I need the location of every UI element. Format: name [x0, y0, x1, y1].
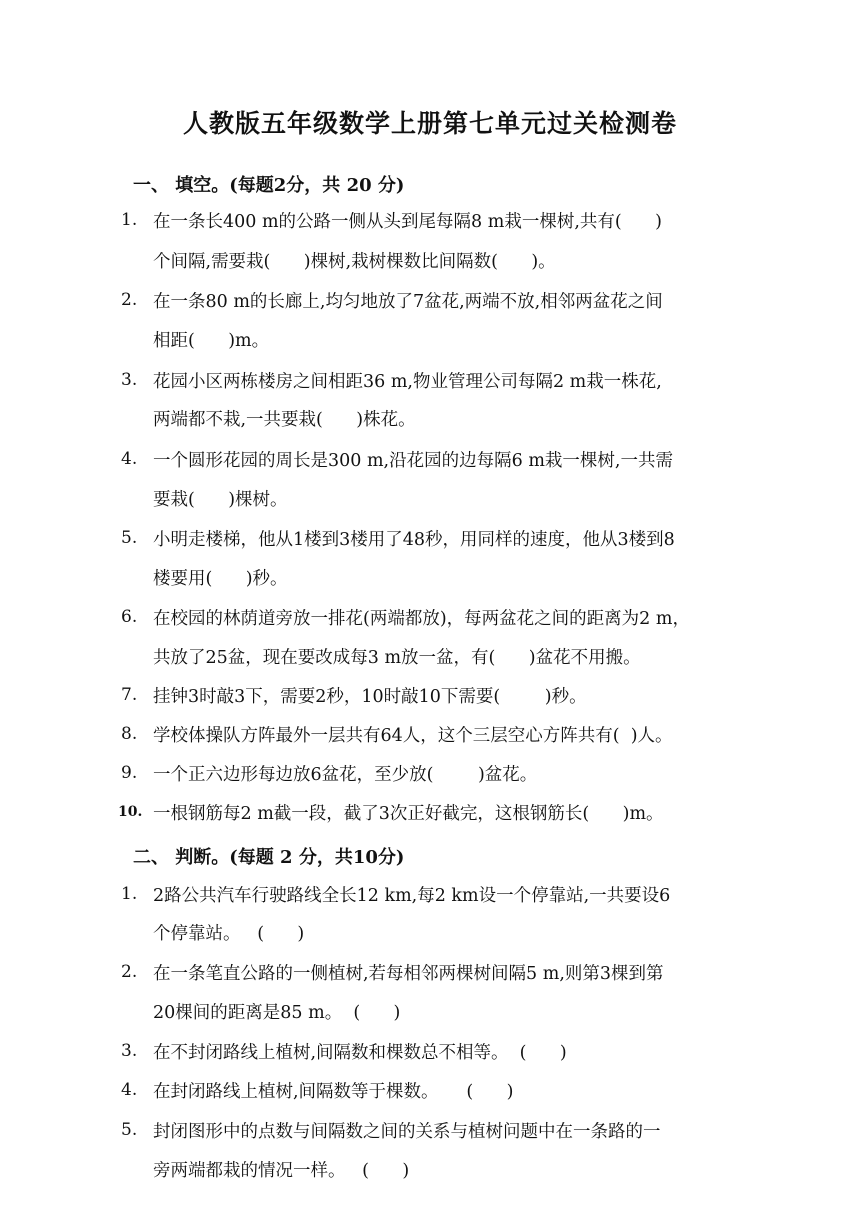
question-number: 5.: [121, 528, 138, 548]
question-number: 3.: [121, 1041, 138, 1061]
question-number: 4.: [121, 1080, 138, 1100]
question-text: 共放了25盆，现在要改成每3 m放一盆，有( )盆花不用搬。: [153, 648, 641, 668]
question-text: 20棵间的距离是85 m。 ( ): [153, 1003, 401, 1023]
question-text: 挂钟3时敲3下，需要2秒，10时敲10下需要( )秒。: [153, 687, 587, 707]
question-number: 7.: [121, 685, 138, 705]
question-text: 在一条笔直公路的一侧植树,若每相邻两棵树间隔5 m,则第3棵到第: [153, 964, 664, 984]
question-text: 在封闭路线上植树,间隔数等于棵数。 ( ): [153, 1082, 514, 1102]
question-text: 封闭图形中的点数与间隔数之间的关系与植树问题中在一条路的一: [153, 1122, 661, 1142]
question-text: 一根钢筋每2 m截一段，截了3次正好截完，这根钢筋长( )m。: [153, 804, 664, 824]
question-number: 1.: [121, 210, 138, 230]
question-number: 2.: [121, 290, 138, 310]
question-number: 2.: [121, 962, 138, 982]
question-text: 旁两端都栽的情况一样。 ( ): [153, 1161, 410, 1181]
page-title: 人教版五年级数学上册第七单元过关检测卷: [182, 109, 677, 138]
question-text: 一个正六边形每边放6盆花，至少放( )盆花。: [153, 765, 538, 785]
question-text: 在一条80 m的长廊上,均匀地放了7盆花,两端不放,相邻两盆花之间: [153, 292, 663, 312]
question-text: 个间隔,需要栽( )棵树,栽树棵数比间隔数( )。: [153, 252, 556, 272]
section-heading-true-false: 二、 判断。(每题 2 分，共10分): [133, 847, 405, 868]
question-text: 小明走楼梯，他从1楼到3楼用了48秒，用同样的速度，他从3楼到8: [153, 530, 675, 550]
question-text: 相距( )m。: [153, 331, 270, 351]
question-text: 学校体操队方阵最外一层共有64人，这个三层空心方阵共有( )人。: [153, 726, 673, 746]
question-text: 一个圆形花园的周长是300 m,沿花园的边每隔6 m栽一棵树,一共需: [153, 451, 673, 471]
question-text: 个停靠站。 ( ): [153, 924, 305, 944]
question-text: 在不封闭路线上植树,间隔数和棵数总不相等。 ( ): [153, 1043, 567, 1063]
question-number: 10.: [118, 804, 143, 820]
question-text: 在校园的林荫道旁放一排花(两端都放)，每两盆花之间的距离为2 m，: [153, 609, 690, 629]
question-number: 6.: [121, 607, 138, 627]
question-number: 8.: [121, 724, 138, 744]
question-text: 要栽( )棵树。: [153, 490, 288, 510]
question-text: 2路公共汽车行驶路线全长12 km,每2 km设一个停靠站,一共要设6: [153, 886, 671, 906]
question-number: 4.: [121, 449, 138, 469]
question-number: 3.: [121, 370, 138, 390]
question-number: 1.: [121, 884, 138, 904]
question-text: 花园小区两栋楼房之间相距36 m,物业管理公司每隔2 m栽一株花,: [153, 372, 662, 392]
question-text: 两端都不栽,一共要栽( )株花。: [153, 410, 416, 430]
question-text: 在一条长400 m的公路一侧从头到尾每隔8 m栽一棵树,共有( ): [153, 212, 662, 232]
section-heading-fill-blank: 一、 填空。(每题2分，共 20 分): [133, 175, 405, 196]
question-number: 5.: [121, 1120, 138, 1140]
question-number: 9.: [121, 763, 138, 783]
question-text: 楼要用( )秒。: [153, 569, 288, 589]
